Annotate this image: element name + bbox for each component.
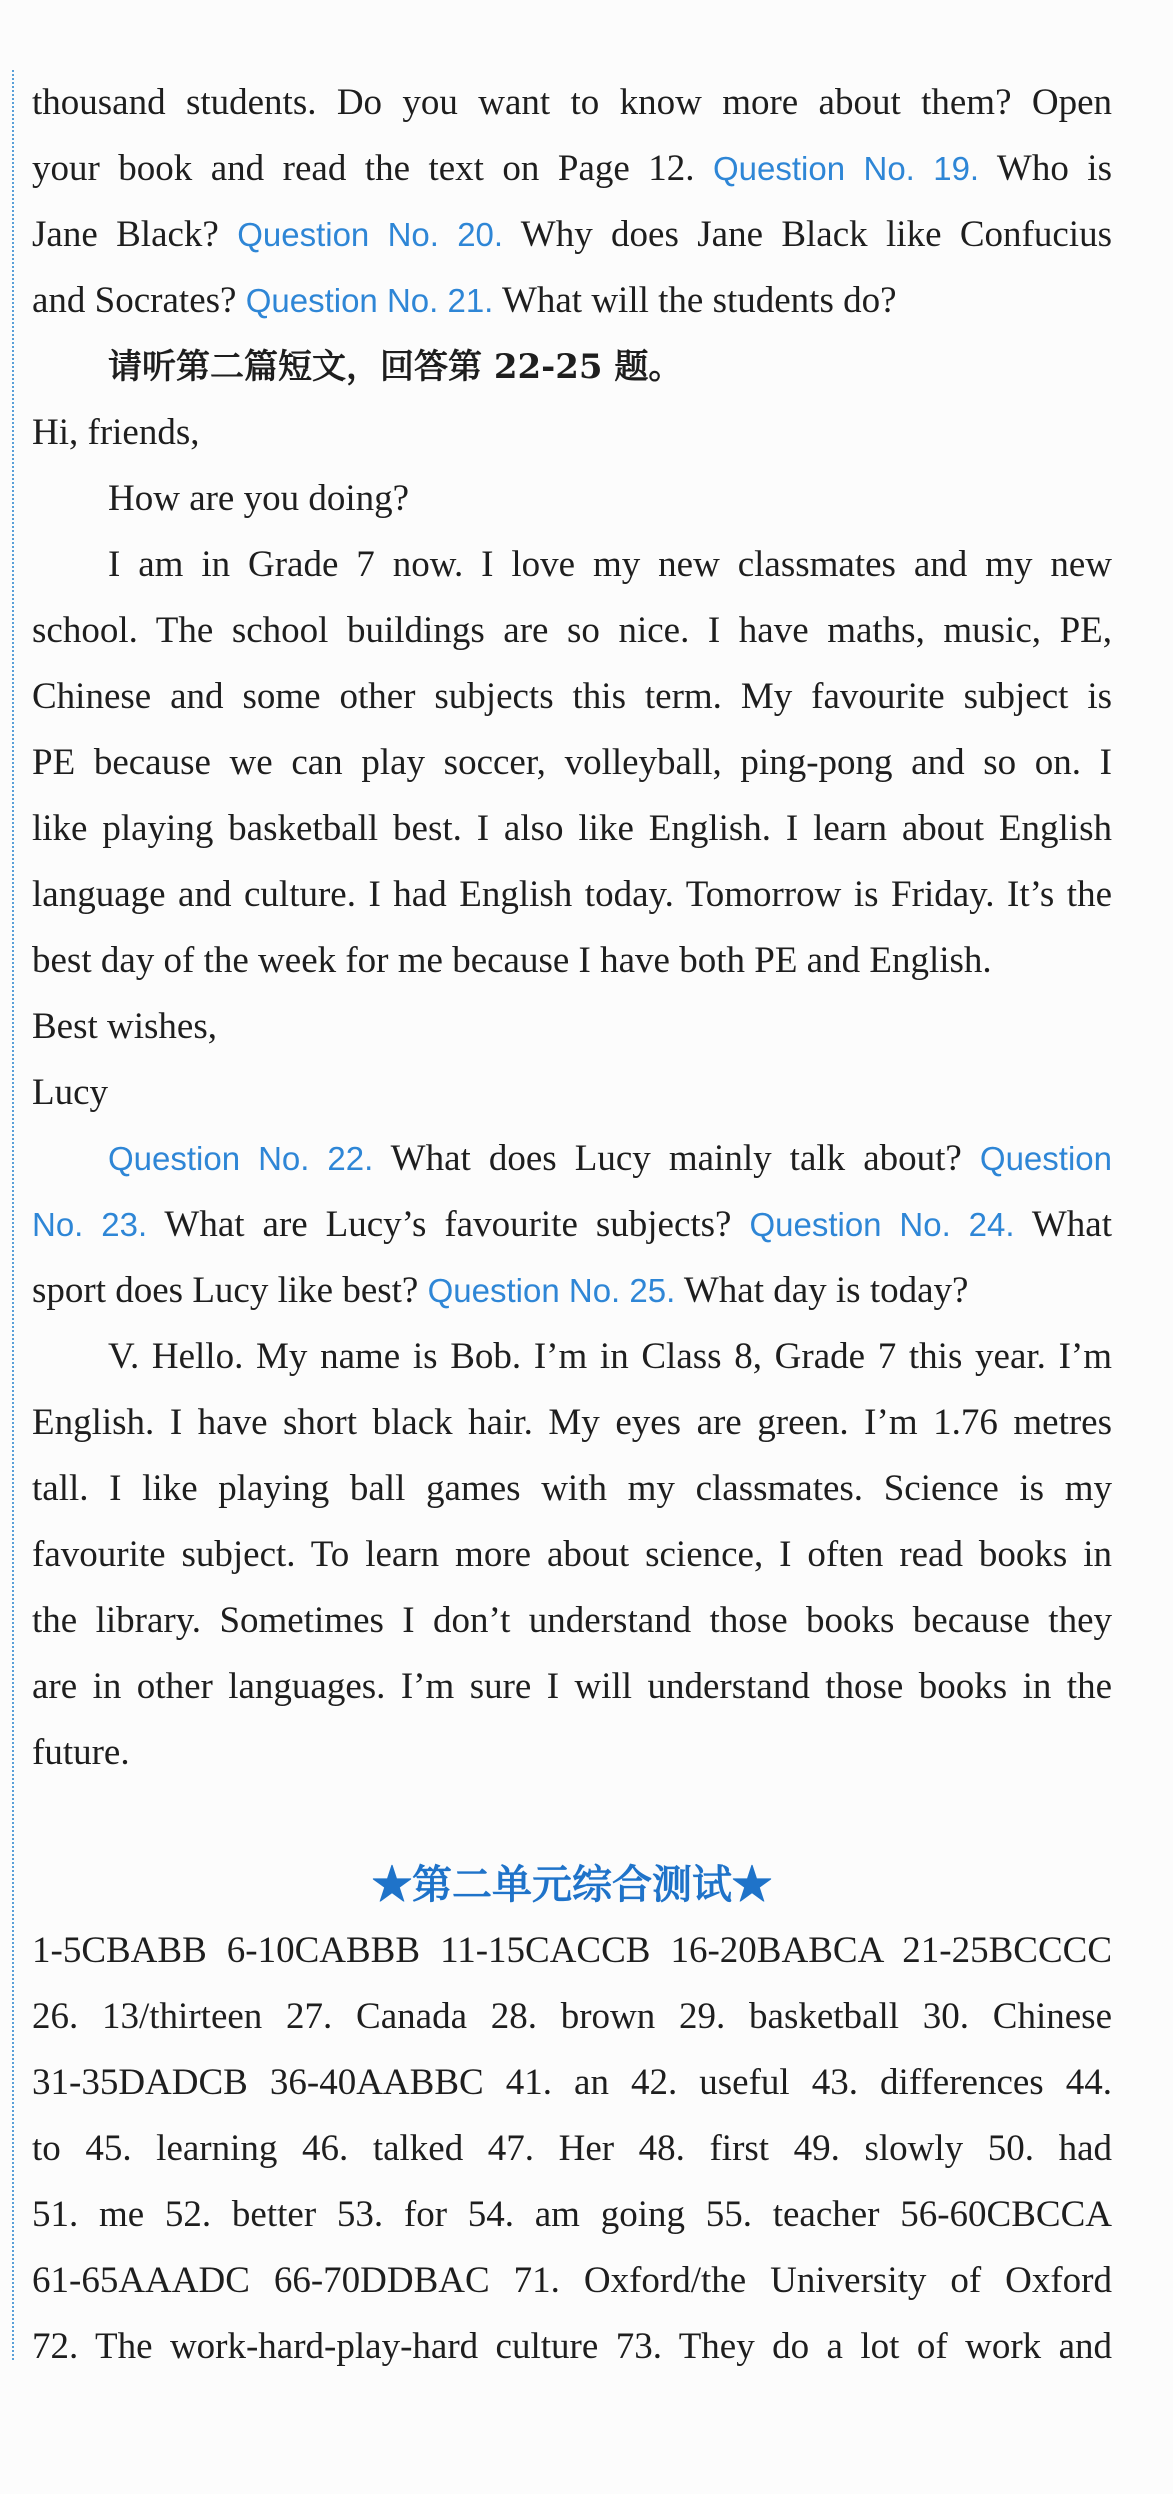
question-label: Question No. 24. [749,1206,1015,1243]
text-segment: Why does Jane Black like Confucius [503,214,1112,255]
text-line [32,1192,1112,1258]
text-line [32,1126,1112,1192]
document-content [32,70,1112,2380]
text-segment: Who is [979,148,1112,189]
text-segment: What day is today? [675,1270,969,1311]
answer-line: to 45. learning 46. talked 47. Her 48. first 49. slowly 50. had [32,2128,1112,2169]
text-segment: Jane Black? [32,214,238,255]
text-line [32,1258,1112,1324]
letter-body-line: school. The school buildings are so nice. I have maths, music, PE, [32,610,1112,651]
section-v-line: V. Hello. My name is Bob. I’m in Class 8, Grade 7 this year. I’m [108,1336,1112,1377]
section-v-line: tall. I like playing ball games with my classmates. Science is my [32,1468,1112,1509]
letter-body-line: best day of the week for me because I have both PE and English. [32,940,992,981]
letter-body-line: like playing basketball best. I also like English. I learn about English [32,808,1112,849]
text-segment: What are Lucy’s favourite subjects? [147,1204,750,1245]
text-segment: What will the students do? [493,280,897,321]
text-line [32,136,1112,202]
answer-line: 72. The work-hard-play-hard culture 73. They do a lot of work and [32,2326,1112,2367]
letter-signature: Lucy [32,1072,109,1113]
text-segment: What does Lucy mainly talk about? [373,1138,980,1179]
text-line [32,202,1112,268]
text-segment: What [1014,1204,1112,1245]
text-segment: and Socrates? [32,280,246,321]
question-label: Question No. 22. [108,1140,374,1177]
section-v-line: are in other languages. I’m sure I will understand those books in the [32,1666,1112,1707]
text-segment: sport does Lucy like best? [32,1270,428,1311]
heading-text: 请听第二篇短文，回答第 22-25 题。 [108,347,683,387]
answer-line: 61-65AAADC 66-70DDBAC 71. Oxford/the University of Oxford [32,2260,1112,2301]
answer-line: 31-35DADCB 36-40AABBC 41. an 42. useful 43. differences 44. [32,2062,1112,2103]
question-label: Question No. 25. [427,1272,676,1309]
passage-heading [32,334,1112,400]
letter-opening: How are you doing? [108,478,410,519]
answer-line: 51. me 52. better 53. for 54. am going 55. teacher 56-60CBCCA [32,2194,1112,2235]
section-v-line: favourite subject. To learn more about science, I often read books in [32,1534,1112,1575]
question-label: Question No. 19. [713,150,980,187]
margin-dotted-rule [12,70,14,2360]
text-segment: thousand students. Do you want to know more about them? Open [32,82,1112,123]
answer-line: 1-5CBABB 6-10CABBB 11-15CACCB 16-20BABCA 21-25BCCCC [32,1930,1112,1971]
question-label: No. 23. [32,1206,148,1243]
letter-body-line: Chinese and some other subjects this term. My favourite subject is [32,676,1112,717]
text-line [32,268,1112,334]
letter-body-line: PE because we can play soccer, volleyball, ping-pong and so on. I [32,742,1112,783]
question-label: Question No. 21. [245,282,494,319]
question-label: Question [979,1140,1112,1177]
section-v-line: the library. Sometimes I don’t understand those books because they [32,1600,1112,1641]
letter-body-line: I am in Grade 7 now. I love my new classmates and my new [108,544,1112,585]
text-segment: your book and read the text on Page 12. [32,148,714,189]
letter-closing: Best wishes, [32,1006,217,1047]
section-v-line: future. [32,1732,130,1773]
unit-test-title: ★第二单元综合测试★ [372,1861,772,1908]
spacer [32,1786,1112,1852]
text-line [32,70,1112,136]
section-v-line: English. I have short black hair. My eyes are green. I’m 1.76 metres [32,1402,1112,1443]
answer-line: 26. 13/thirteen 27. Canada 28. brown 29. basketball 30. Chinese [32,1996,1112,2037]
letter-body-line: language and culture. I had English today. Tomorrow is Friday. It’s the [32,874,1112,915]
letter-greeting: Hi, friends, [32,412,200,453]
question-label: Question No. 20. [237,216,504,253]
